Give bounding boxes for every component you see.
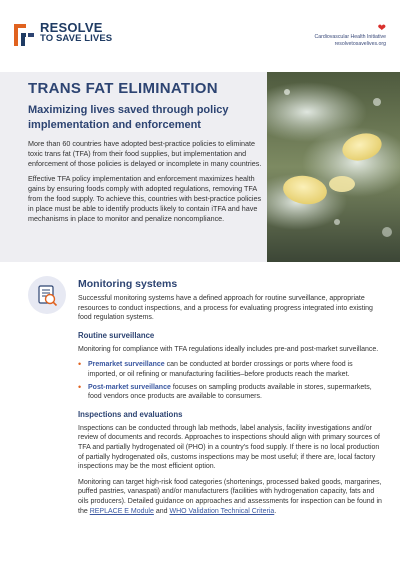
premarket-text: can be conducted at border crossings or ports where food is imported, or oil refining or manufacturing facilities–before products reach the market.	[88, 361, 353, 378]
routine-text: Monitoring for compliance with TFA regulations ideally includes pre-and post-market surveillance.	[78, 345, 379, 353]
surveillance-list	[78, 360, 382, 401]
org-info	[314, 24, 386, 48]
logo-mark-icon	[14, 24, 34, 46]
list-item	[78, 383, 382, 402]
org-name: Cardiovascular Health Initiative	[314, 34, 386, 40]
bullet-dot-icon: •	[78, 359, 82, 370]
logo-line2: TO SAVE LIVES	[40, 33, 113, 44]
postmarket-term: Post-market surveillance	[88, 383, 171, 391]
inspections-paragraph-2	[78, 478, 382, 516]
inspections-paragraph-1: Inspections can be conducted through lab methods, label analysis, facility investigations and/or review of documents and records. Approaches to inspections should align with primary sources of TFA and partially hydrogenated oil (PHO) in a country’s food supply. If there is no local production of partially hydrogenated oils, customs inspections may be most useful; if there are, local factory inspections may be the most efficient option.	[78, 424, 380, 471]
inspections-text-end: .	[274, 507, 277, 515]
intro-paragraph-1: More than 60 countries have adopted best-practice policies to eliminate toxic trans fat (TFA) from their food supplies, but implementation and enforcement of those policies is delayed or incomplete in many countries.	[28, 139, 262, 168]
page-title: TRANS FAT ELIMINATION	[28, 80, 218, 97]
heart-icon: ❤	[377, 23, 386, 34]
section-heading: Monitoring systems	[78, 278, 178, 290]
postmarket-text: focuses on sampling products available in stores, supermarkets, food vendors once products are available to consumers.	[88, 383, 372, 401]
inspections-text-start: Monitoring can target high-risk food categories (shortenings, processed baked goods, margarines, puffed pastries, vanaspati) and/or manufacturers (facilities with hydrogenation capacity, fats and oils producers). Detailed guidance on approaches and assessments for inspection can be found in the	[78, 478, 382, 515]
inspections-heading: Inspections and evaluations	[78, 409, 183, 419]
monitoring-section	[0, 270, 400, 571]
routine-heading: Routine surveillance	[78, 330, 155, 340]
hero-photo-frying-oil	[267, 72, 400, 262]
premarket-term: Premarket surveillance	[88, 361, 165, 369]
org-website[interactable]: resolvetosavelives.org	[334, 41, 386, 47]
list-item	[78, 360, 382, 379]
intro-paragraph-2: Effective TFA policy implementation and enforcement maximizes health gains by ensuring foods comply with adopted regulations, removing TFA from the food supply. To achieve this, countries with best-practice policies in place must be able to identify products likely to contain iTFA and have mechanisms in place to monitor and penalize noncompliance.	[28, 174, 262, 223]
monitoring-content	[78, 278, 382, 522]
inspections-text-mid: and	[153, 507, 170, 515]
who-validation-link[interactable]: WHO Validation Technical Criteria	[169, 507, 275, 515]
magnifier-checklist-icon	[28, 276, 66, 314]
page-subtitle: Maximizing lives saved through policy implementation and enforcement	[28, 104, 229, 131]
resolve-logo	[14, 22, 112, 46]
page-header	[0, 0, 400, 72]
logo-line1: RESOLVE	[40, 20, 103, 35]
section-intro: Successful monitoring systems have a defined approach for routine surveillance, appropriate resources to conduct inspections, and a process for evaluating progress integrated into existing food regulation systems.	[78, 295, 373, 322]
replace-module-link[interactable]: REPLACE E Module	[89, 507, 154, 515]
bullet-dot-icon: •	[78, 381, 82, 392]
hero-text	[28, 80, 266, 229]
